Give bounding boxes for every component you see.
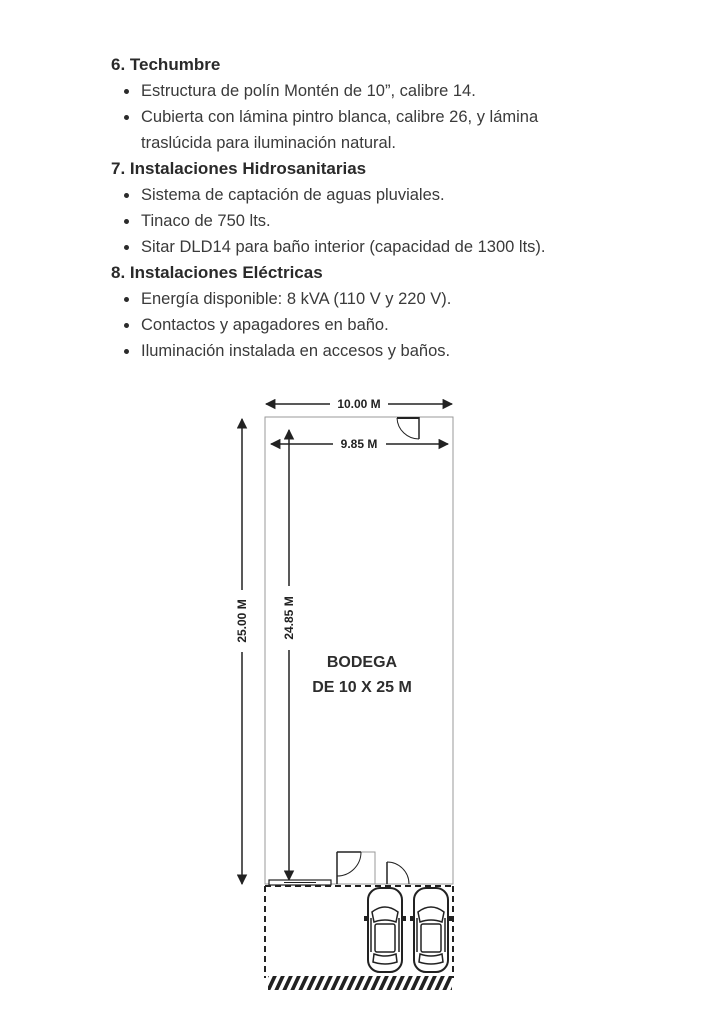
dimension-label-width-inner: 9.85 M xyxy=(340,437,378,451)
dimension-width-outer xyxy=(266,397,452,411)
section-heading-hidrosanitarias: 7. Instalaciones Hidrosanitarias xyxy=(111,159,367,178)
sliding-gate-icon xyxy=(269,880,331,885)
hatched-curb xyxy=(268,976,452,990)
building-label-line2: DE 10 X 25 M xyxy=(312,679,412,696)
list-item: Energía disponible: 8 kVA (110 V y 220 V). xyxy=(141,286,671,312)
list-item: Contactos y apagadores en baño. xyxy=(141,312,671,338)
dimension-label-width-outer: 10.00 M xyxy=(337,397,381,411)
list-item: Estructura de polín Montén de 10”, calibre 14. xyxy=(141,78,671,104)
building-outline xyxy=(265,417,453,884)
dimension-label-length-outer: 25.00 M xyxy=(235,599,249,643)
section-heading-techumbre: 6. Techumbre xyxy=(111,55,221,74)
list-item: Tinaco de 750 lts. xyxy=(141,208,671,234)
list-item-continuation: traslúcida para iluminación natural. xyxy=(141,134,396,152)
car-icon xyxy=(410,888,452,972)
list-item: Sistema de captación de aguas pluviales. xyxy=(141,182,671,208)
section-heading-electricas: 8. Instalaciones Eléctricas xyxy=(111,263,323,282)
building-label-line1: BODEGA xyxy=(326,654,398,671)
list-item: Cubierta con lámina pintro blanca, calibre 26, y lámina xyxy=(141,104,671,130)
list-item: Sitar DLD14 para baño interior (capacidad de 1300 lts). xyxy=(141,234,671,260)
dimension-label-length-inner: 24.85 M xyxy=(282,596,296,640)
dimension-length-outer xyxy=(235,419,249,884)
car-icon xyxy=(364,888,406,972)
list-item: Iluminación instalada en accesos y baños. xyxy=(141,338,671,364)
